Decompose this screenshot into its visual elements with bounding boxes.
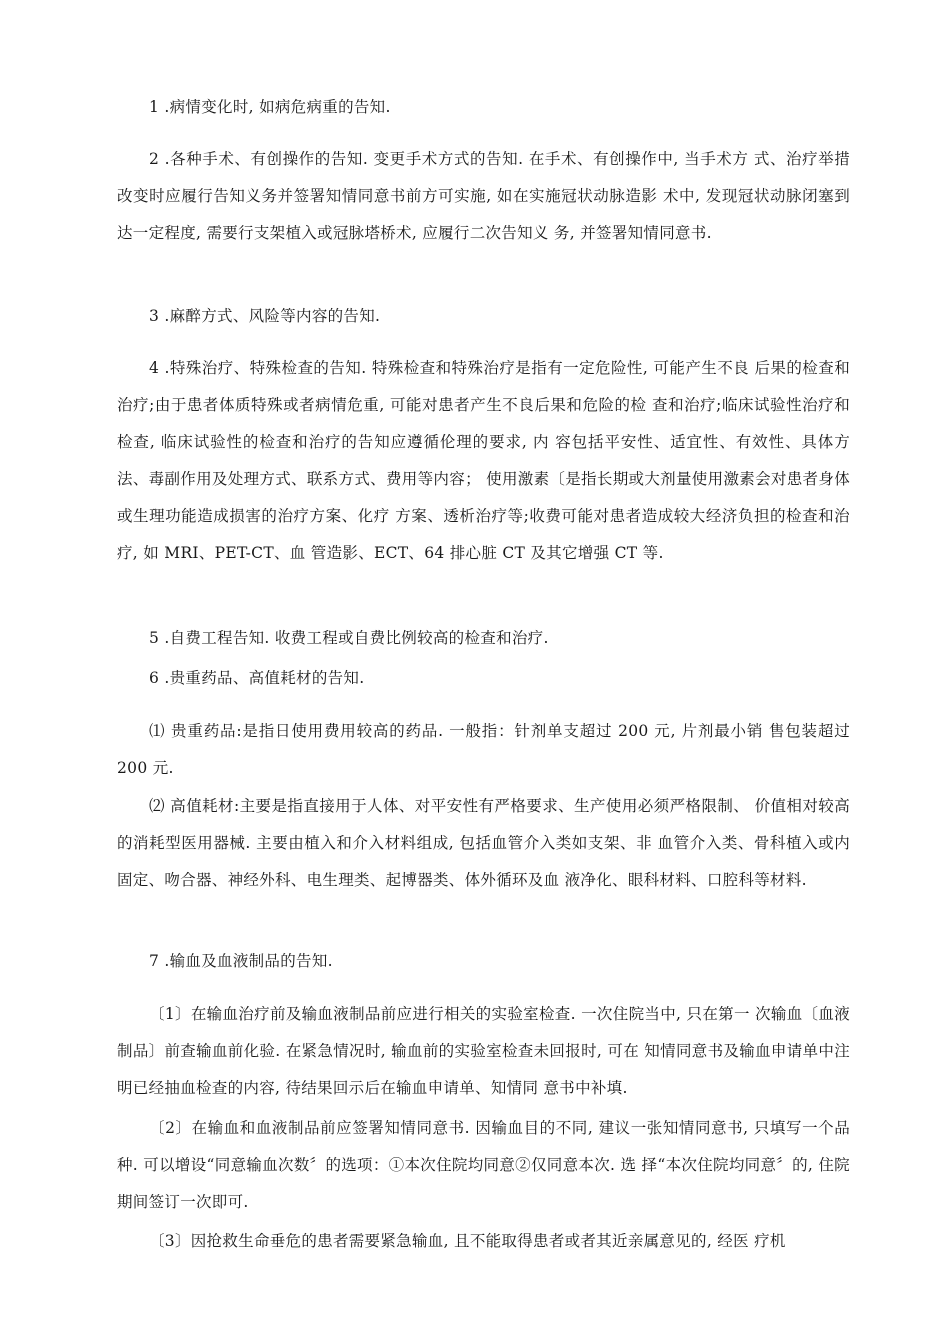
paragraph-6-1: ⑴ 贵重药品:是指日使用费用较高的药品. 一般指：针剂单支超过 200 元, 片剂最小销 售包装超过 200 元. [117,722,850,777]
paragraph-6-2: ⑵ 高值耗材:主要是指直接用于人体、对平安性有严格要求、生产使用必须严格限制、 价值相对较高的消耗型医用器械. 主要由植入和介入材料组成, 包括血管介入类如支架、非 血管介入类、骨科植入或内固定、吻合器、神经外科、电生理类、起博器类、体外循环及血 液净化、眼科材料、口腔科等材料. [117,797,850,889]
paragraph-1: 1 .病情变化时, 如病危病重的告知. [149,98,391,116]
paragraph-7: 7 .输血及血液制品的告知. [149,952,333,970]
paragraph-7-1: 〔1〕在输血治疗前及输血液制品前应进行相关的实验室检查. 一次住院当中, 只在第一 次输血〔血液制品〕前查输血前化验. 在紧急情况时, 输血前的实验室检查未回报时, 可在 知情同意书及输血申请单中注明已经抽血检查的内容, 待结果回示后在输血申请单、知情同 意书中补填. [117,1005,850,1097]
paragraph-4: 4 .特殊治疗、特殊检查的告知. 特殊检查和特殊治疗是指有一定危险性, 可能产生不良 后果的检查和治疗;由于患者体质特殊或者病情危重, 可能对患者产生不良后果和危险的检 查和治疗;临床试验性治疗和检查, 临床试验性的检查和治疗的告知应遵循伦理的要求, 内 容包括平安性、适宜性、有效性、具体方法、毒副作用及处理方式、联系方式、费用等内容； 使用激素〔是指长期或大剂量使用激素会对患者身体或生理功能造成损害的治疗方案、化疗 方案、透析治疗等;收费可能对患者造成较大经济负担的检查和治疗, 如 MRI、PET-CT、血 管造影、ECT、64 排心脏 CT 及其它增强 CT 等. [117,359,850,562]
paragraph-7-3: 〔3〕因抢救生命垂危的患者需要紧急输血, 且不能取得患者或者其近亲属意见的, 经医 疗机 [149,1232,786,1250]
paragraph-2: 2 .各种手术、有创操作的告知. 变更手术方式的告知. 在手术、有创操作中, 当手术方 式、治疗举措改变时应履行告知义务并签署知情同意书前方可实施, 如在实施冠状动脉造影 术中, 发现冠状动脉闭塞到达一定程度, 需要行支架植入或冠脉塔桥术, 应履行二次告知义 务, 并签署知情同意书. [117,150,850,242]
paragraph-5: 5 .自费工程告知. 收费工程或自费比例较高的检查和治疗. [149,629,549,647]
paragraph-7-2: 〔2〕在输血和血液制品前应签署知情同意书. 因输血目的不同, 建议一张知情同意书, 只填写一个品种. 可以增设“同意输血次数〞的选项：①本次住院均同意②仅同意本次. 选 择“本次住院均同意〞的, 住院期间签订一次即可. [117,1119,850,1211]
paragraph-6: 6 .贵重药品、高值耗材的告知. [149,669,365,687]
paragraph-3: 3 .麻醉方式、风险等内容的告知. [149,307,381,325]
